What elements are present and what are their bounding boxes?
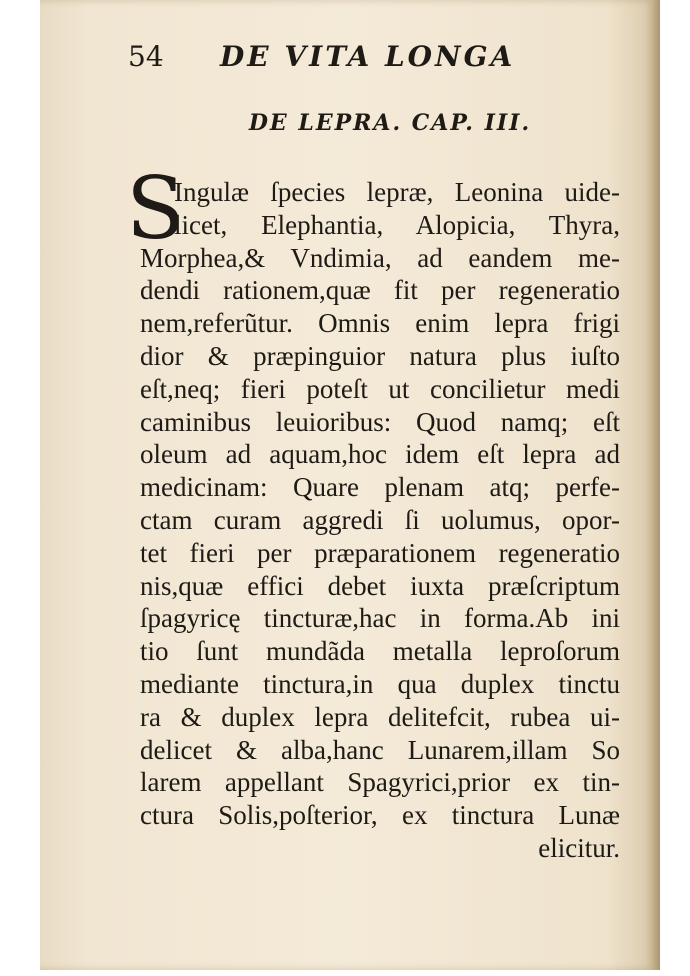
text-line: ctam curam aggredi ſi uolumus, opor- <box>140 504 620 535</box>
text-line: elicitur. <box>538 832 620 863</box>
text-line: mediante tinctura,in qua duplex tinctu <box>140 668 620 699</box>
text-line: Morphea,& Vndimia, ad eandem me- <box>140 242 620 273</box>
running-head: DE VITA LONGA <box>220 40 516 73</box>
text-line: tio ſunt mundãda metalla leproſorum <box>140 636 620 667</box>
text-line: medicinam: Quare plenam atq; perfe- <box>140 472 620 503</box>
text-line: oleum ad aquam,hoc idem eſt lepra ad <box>140 439 620 470</box>
text-line: nis,quæ effici debet iuxta præſcriptum <box>140 570 620 601</box>
page-number: 54 <box>128 40 164 73</box>
text-line: licet, Elephantia, Alopicia, Thyra, <box>174 209 620 240</box>
text-line: ra & duplex lepra delitefcit, rubea ui- <box>140 701 620 732</box>
drop-cap: S <box>126 159 185 259</box>
text-line: eſt,neq; fieri poteſt ut concilietur medi <box>140 373 620 404</box>
text-line: ctura Solis,poſterior, ex tinctura Lunæ <box>140 800 620 831</box>
text-line: dior & præpinguior natura plus iuſto <box>140 340 620 371</box>
text-line: ſpagyricę tincturæ,hac in forma.Ab ini <box>140 603 620 634</box>
text-line: delicet & alba,hanc Lunarem,illam So <box>140 734 620 765</box>
text-line: caminibus leuioribus: Quod namq; eſt <box>140 406 620 437</box>
page-gutter <box>652 0 660 970</box>
text-line: dendi rationem,quæ fit per regeneratio <box>140 275 620 306</box>
body-text <box>140 176 620 865</box>
text-line: Ingulæ ſpecies lepræ, Leonina uide- <box>174 177 620 207</box>
text-line: nem,referũtur. Omnis enim lepra frigi <box>140 308 620 339</box>
text-line: larem appellant Spagyrici,prior ex tin- <box>140 767 620 798</box>
text-line: tet fieri per præparationem regeneratio <box>140 537 620 568</box>
chapter-title: DE LEPRA. CAP. III. <box>248 110 532 136</box>
